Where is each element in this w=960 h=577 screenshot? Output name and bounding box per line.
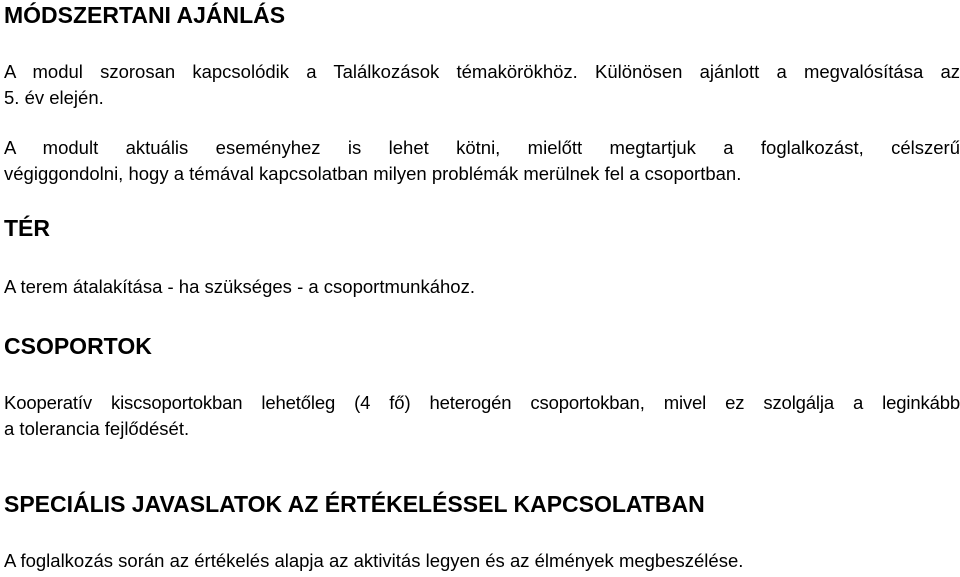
paragraph-line: A foglalkozás során az értékelés alapja az aktivitás legyen és az élmények megbeszélése. (4, 550, 744, 571)
paragraph-terem (4, 274, 960, 300)
paragraph-line: A modul szorosan kapcsolódik a Találkozások témakörökhöz. Különösen ajánlott a megvalósítása az (4, 61, 960, 82)
heading-modszertani-ajanlas: MÓDSZERTANI AJÁNLÁS (4, 2, 286, 28)
paragraph-line: Kooperatív kiscsoportokban lehetőleg (4 fő) heterogén csoportokban, mivel ez szolgálja a leginkább (4, 392, 960, 413)
paragraph-line: 5. év elején. (4, 87, 104, 108)
paragraph-aktualis-esemeny (4, 135, 960, 187)
heading-csoportok: CSOPORTOK (4, 333, 152, 359)
heading-specialis-javaslatok: SPECIÁLIS JAVASLATOK AZ ÉRTÉKELÉSSEL KAPCSOLATBAN (4, 491, 705, 517)
paragraph-line: A terem átalakítása - ha szükséges - a csoportmunkához. (4, 276, 475, 297)
paragraph-modul-ajanlas (4, 59, 960, 111)
heading-ter: TÉR (4, 215, 50, 241)
paragraph-line: a tolerancia fejlődését. (4, 418, 190, 439)
paragraph-kooperativ (4, 390, 960, 442)
paragraph-ertekeles (4, 548, 960, 574)
paragraph-line: A modult aktuális eseményhez is lehet kötni, mielőtt megtartjuk a foglalkozást, célszerű (4, 137, 960, 158)
paragraph-line: végiggondolni, hogy a témával kapcsolatban milyen problémák merülnek fel a csoportban. (4, 163, 742, 184)
